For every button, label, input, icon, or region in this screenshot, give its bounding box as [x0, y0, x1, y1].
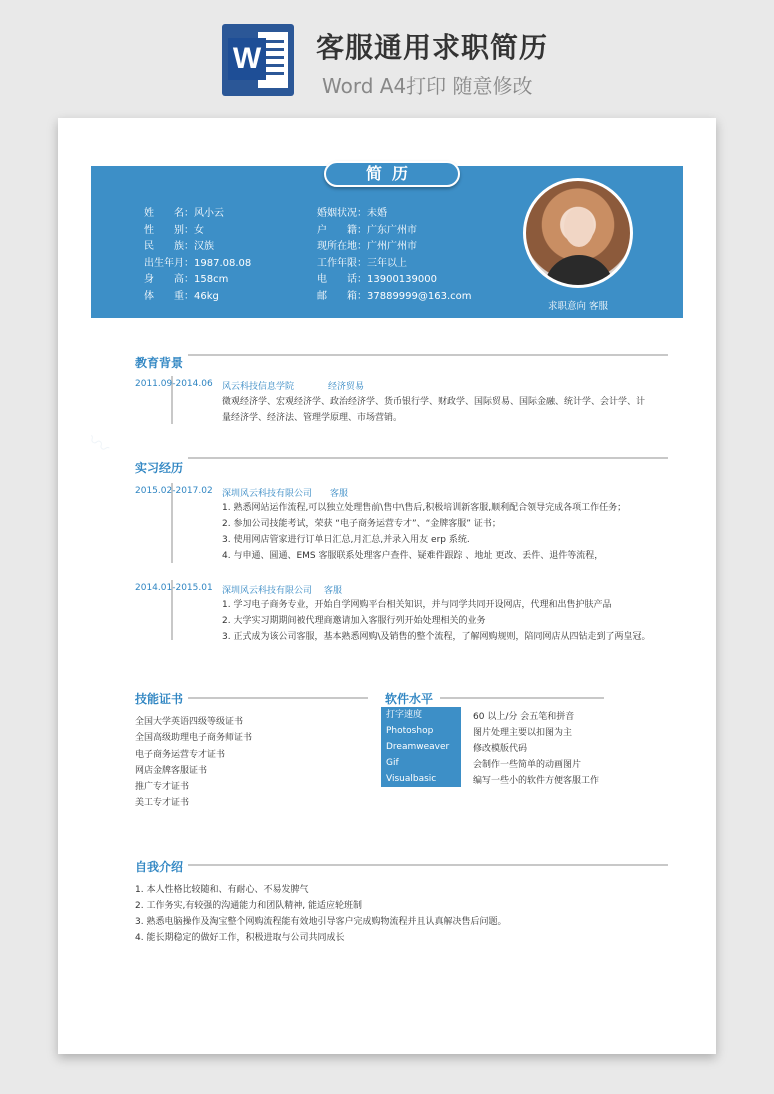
education-divider: [188, 354, 668, 356]
education-school: 风云科技信息学院: [222, 382, 295, 392]
list-item: 网店金牌客服证书: [135, 765, 208, 776]
internship-divider: [188, 457, 668, 459]
word-icon: W: [222, 24, 294, 96]
banner-subtitle: Word A4打印 随意修改: [322, 74, 533, 98]
certificates-title: 技能证书: [135, 692, 184, 706]
personal-info-left: 姓 名：风小云 性 别：女 民 族：汉族 出生年月：1987.08.08 身 高：158cm 体 重：46kg: [144, 208, 252, 302]
internship-company: 深圳风云科技有限公司: [222, 586, 313, 596]
self-intro-list: [135, 882, 506, 946]
certificates-list: [135, 714, 252, 812]
list-item: 3. 熟悉电脑操作及淘宝整个网购流程能有效地引导客户完成购物流程并且认真解决售后问题。: [135, 917, 507, 927]
self-intro-title: 自我介绍: [135, 860, 184, 874]
internship-date: 2014.01-2015.01: [135, 583, 213, 593]
banner: [0, 0, 774, 110]
table-row: 打字速度 60 以上/分 会五笔和拼音: [381, 707, 599, 723]
internship-role: 客服: [324, 586, 343, 596]
personal-info-right: 婚姻状况：未婚 户 籍：广东广州市 现所在地：广州广州市 工作年限：三年以上 电 话：13900139000 邮 箱：37889999@163.com: [317, 208, 472, 302]
education-major: 经济贸易: [328, 382, 365, 392]
certificates-divider: [188, 697, 368, 699]
list-item: 美工专才证书: [135, 798, 190, 809]
resume-tab: 简历: [324, 161, 460, 187]
software-table: [381, 707, 599, 787]
resume-header: [91, 166, 683, 318]
list-item: 2. 工作务实,有较强的沟通能力和团队精神, 能适应轮班制: [135, 901, 363, 911]
list-item: 4. 能长期稳定的做好工作，积极进取与公司共同成长: [135, 933, 345, 943]
internship-duties-2: 1. 学习电子商务专业，开始自学网购平台相关知识，并与同学共同开设网店，代理和出售护肤产品 2. 大学实习期期间被代理商邀请加入客服行列开始处理相关的业务 3. 正式成为该公司客服，基本熟悉网购\及销售的整个流程，了解网购规则，陪同网店从四钻走到了两皇冠。: [222, 600, 651, 642]
education-date: 2011.09-2014.06: [135, 379, 213, 389]
job-intent: 求职意向 客服: [548, 301, 609, 312]
internship-duties-1: 1. 熟悉网站运作流程,可以独立处理售前\售中\售后,积极培训新客服,顺利配合领导完成各项工作任务； 2. 参加公司技能考试，荣获 “电子商务运营专才”、“金牌客服” 证书； 3. 使用网店管家进行订单日汇总,月汇总,并录入用友 erp 系统. 4. 与申通、圆通、EMS 客服联系处理客户查件、疑难件跟踪 、地址 更改、丢件、退件等流程，: [222, 503, 627, 561]
table-row: Visualbasic 编写一些小的软件方便客服工作: [381, 771, 599, 787]
profile-photo: [523, 178, 633, 288]
internship-role: 客服: [330, 489, 349, 499]
software-divider: [440, 697, 604, 699]
banner-title: 客服通用求职简历: [316, 31, 549, 64]
table-row: Dreamweaver 修改模版代码: [381, 739, 599, 755]
list-item: 推广专才证书: [135, 782, 190, 793]
education-title: 教育背景: [135, 356, 184, 370]
internship-date: 2015.02-2017.02: [135, 486, 213, 496]
list-item: 全国高级助理电子商务师证书: [135, 733, 253, 744]
internship-title: 实习经历: [135, 461, 184, 475]
table-row: Photoshop 图片处理主要以扣图为主: [381, 723, 599, 739]
table-row: Gif 会制作一些简单的动画图片: [381, 755, 599, 771]
education-courses: 微观经济学、宏观经济学、政治经济学、货币银行学、财政学、国际贸易、国际金融、统计学、会计学、计 量经济学、经济法、管理学原理、市场营销。: [222, 397, 646, 423]
list-item: 1. 本人性格比较随和、有耐心、不易发脾气: [135, 885, 309, 895]
software-title: 软件水平: [385, 692, 434, 706]
self-intro-divider: [188, 864, 668, 866]
list-item: 电子商务运营专才证书: [135, 749, 226, 760]
list-item: 全国大学英语四级等级证书: [135, 717, 244, 727]
internship-company: 深圳风云科技有限公司: [222, 489, 313, 499]
resume-page: 〰 简历 姓 名：风小云 性 别：女 民 族：汉族 出生年月：1987.08.08 身 高：158cm 体 重：46kg 婚姻状况：未婚 户 籍：广东广州市 现所在地：广州广州市 工作年限：三年以上 电 话：13900139000 邮 箱：37889999@163.com 求职意向 客服 教育背景 2011.09-2014.06 风云科技信息学院 经济贸易 微观经济学、宏观经济学、政治经济学、货币银行学、财政学、国际贸易、国际金融、统计学、会计学、计 量经济学、经济法、管理学原理、市场营销。 实习经历 2015.02-2017.02 深圳风云科技有限公司 客服 1. 熟悉网站运作流程,可以独立处理售前\售中\售后,积极培训新客服,顺利配合领导完成各项工作任务； 2. 参加公司技能考试，荣获 “电子商务运营专才”、“金牌客服” 证书； 3. 使用网店管家进行订单日汇总,月汇总,并录入用友 erp 系统. 4. 与申通、圆通、EMS 客服联系处理客户查件、疑难件跟踪 、地址 更改、丢件、退件等流程， 2014.01-2015.01 深圳风云科技有限公司 客服 1. 学习电子商务专业，开始自学网购平台相关知识，并与同学共同开设网店，代理和出售护肤产品 2. 大学实习期期间被代理商邀请加入客服行列开始处理相关的业务 3. 正式成为该公司客服，基本熟悉网购\及销售的整个流程，了解网购规则，陪同网店从四钻走到了两皇冠。 技能证书 全国大学英语四级等级证书 全国高级助理电子商务师证书 电子商务运营专才证书 网店金牌客服证书 推广专才证书 美工专才证书 软件水平 打字速度 60 以上/分 会五笔和拼音 Photoshop 图片处理主要以扣图为主 Dreamweaver 修改模版代码 Gif 会制作一些简单的动画图片 Visualbasic 编写一些小的软件方便客服工作 自我介绍 1. 本人性格比较随和、有耐心、不易发脾气 2. 工作务实,有较强的沟通能力和团队精神, 能适应轮班制 3. 熟悉电脑操作及淘宝整个网购流程能有效地引导客户完成购物流程并且认真解决售后问题。 4. 能长期稳定的做好工作，积极进取与公司共同成长: [58, 118, 716, 1054]
